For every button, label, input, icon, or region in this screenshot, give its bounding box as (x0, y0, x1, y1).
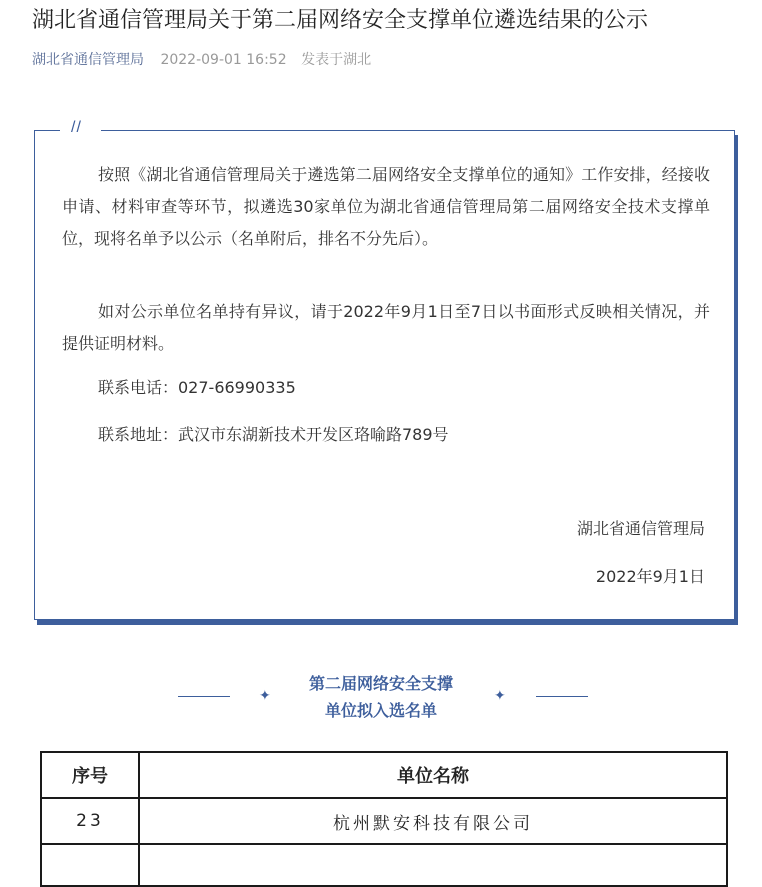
notice-box (34, 119, 735, 620)
contact-phone: 联系电话：027-66990335 (98, 378, 296, 397)
article-meta (32, 50, 371, 70)
notice-paragraph-2: 如对公示单位名单持有异议，请于2022年9月1日至7日以书面形式反映相关情况，并提供证明材料。 (62, 302, 710, 353)
article-datetime: 2022-09-01 16:52 (160, 52, 287, 68)
article-source-link[interactable]: 湖北省通信管理局 (32, 52, 144, 68)
signature: 湖北省通信管理局 (576, 519, 705, 538)
list-heading-line-2: 单位拟入选名单 (324, 701, 437, 720)
contact-address: 联系地址：武汉市东湖新技术开发区珞喻路789号 (98, 425, 449, 444)
column-header-index: 序号 (41, 752, 139, 798)
column-header-name: 单位名称 (139, 752, 727, 798)
article-title: 湖北省通信管理局关于第二届网络安全支撑单位遴选结果的公示 (32, 8, 649, 33)
box-border-left-segment (34, 130, 60, 131)
row-name-cell-empty (139, 844, 727, 886)
notice-paragraph-1: 按照《湖北省通信管理局关于遴选第二届网络安全支撑单位的通知》工作安排，经接收申请、材料审查等环节，拟遴选30家单位为湖北省通信管理局第二届网络安全技术支撑单位，现将名单予以公示（名单附后，排名不分先后）。 (62, 165, 710, 248)
sparkle-icon-right: ✦ (494, 688, 506, 704)
row-name-cell: 杭州默安科技有限公司 (139, 798, 727, 844)
sparkle-icon-left: ✦ (259, 688, 271, 704)
slash-mark: // (71, 119, 82, 136)
row-index-cell-empty (41, 844, 139, 886)
list-heading (231, 670, 531, 724)
table-header-row (41, 752, 727, 798)
heading-divider-left (178, 696, 230, 697)
article-location: 发表于湖北 (301, 52, 372, 68)
row-index-cell: 23 (41, 798, 139, 844)
table-row (41, 798, 727, 844)
table-row-partial (41, 844, 727, 886)
list-heading-line-1: 第二届网络安全支撑 (308, 674, 453, 693)
heading-divider-right (536, 696, 588, 697)
box-border-right-segment (101, 130, 735, 131)
candidate-table (40, 751, 728, 887)
sign-date: 2022年9月1日 (595, 567, 705, 586)
